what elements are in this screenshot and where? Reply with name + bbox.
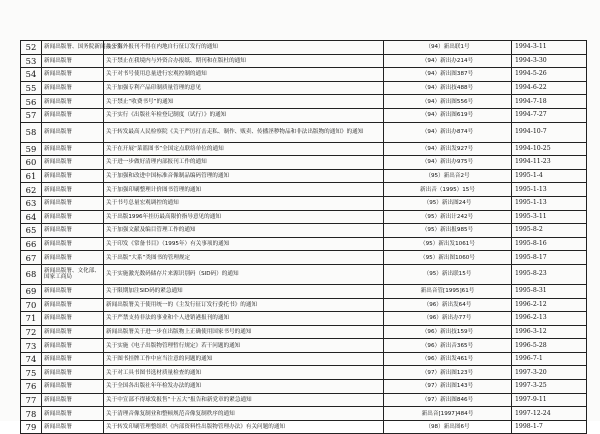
issuing-agency: 新闻出版署	[42, 183, 104, 197]
issue-date: 1994-6-22	[512, 81, 587, 95]
issuing-agency: 新闻出版署	[42, 380, 104, 394]
document-title: 关于进一步做好清理内部报刊工作的通知	[104, 156, 384, 170]
table-row	[21, 169, 587, 183]
document-title: 新闻出版署关于使用统一的《主发行征订发行委托书》的通知	[104, 298, 384, 312]
row-number: 77	[21, 393, 42, 407]
document-number: （95）新出计242号	[384, 210, 512, 224]
issuing-agency: 新闻出版署	[42, 122, 104, 142]
document-number: （96）新出发461号	[384, 352, 512, 366]
document-number: 新出音[1997]484号	[384, 407, 512, 421]
table-row	[21, 407, 587, 421]
table-row	[21, 298, 587, 312]
document-number: （94）新出联1号	[384, 41, 512, 55]
issuing-agency: 新闻出版署	[42, 420, 104, 434]
table-row	[21, 393, 587, 407]
row-number: 65	[21, 224, 42, 238]
table-row	[21, 54, 587, 68]
document-title: 关于海外报刊不得在内地自行征订发行的通知	[104, 41, 384, 55]
row-number: 75	[21, 366, 42, 380]
document-number: 新出音（1995）15号	[384, 183, 512, 197]
table-row	[21, 380, 587, 394]
table-row	[21, 224, 587, 238]
document-title: 关于实行《出版社年检登记制度（试行）》的通知	[104, 108, 384, 122]
document-title: 关于出版1996年挂历最高限价指导意见的通知	[104, 210, 384, 224]
table-row	[21, 81, 587, 95]
document-number: （97）新出图143号	[384, 380, 512, 394]
issue-date: 1995-8-16	[512, 237, 587, 251]
issuing-agency: 新闻出版署	[42, 196, 104, 210]
document-number: （94）新出办214号	[384, 54, 512, 68]
document-title: 关于加强和改进中国标准音像制品编码管理的通知	[104, 169, 384, 183]
document-title: 关于书号总量宏观调控的通知	[104, 196, 384, 210]
issuing-agency: 新闻出版署	[42, 224, 104, 238]
row-number: 55	[21, 81, 42, 95]
issue-date: 1995-8-31	[512, 284, 587, 298]
table-row	[21, 68, 587, 82]
document-title: 关于实施《电子出版物管理暂行规定》若干问题的通知	[104, 339, 384, 353]
document-number: （94）新出办874号	[384, 122, 512, 142]
document-number: （95）新出图1060号	[384, 251, 512, 265]
document-title: 关于在开展“菜篮图书”全国定点联络单位的通知	[104, 142, 384, 156]
document-title: 关于图书挂牌工作中应当注意的问题的通知	[104, 352, 384, 366]
document-number: （95）新出报985号	[384, 224, 512, 238]
document-number: （94）新出图387号	[384, 68, 512, 82]
issuing-agency: 新闻出版署、国务院新闻办公室	[42, 41, 104, 55]
table-row	[21, 95, 587, 109]
table-row	[21, 210, 587, 224]
row-number: 69	[21, 284, 42, 298]
table-row	[21, 122, 587, 142]
document-title: 关于清理音像复制业和整顿规范音像复制秩序的通知	[104, 407, 384, 421]
document-number: （95）新出图24号	[384, 196, 512, 210]
issue-date: 1995-8-17	[512, 251, 587, 265]
row-number: 78	[21, 407, 42, 421]
issuing-agency: 新闻出版署	[42, 251, 104, 265]
issuing-agency: 新闻出版署	[42, 68, 104, 82]
issuing-agency: 新闻出版署	[42, 108, 104, 122]
issue-date: 1994-7-27	[512, 108, 587, 122]
row-number: 67	[21, 251, 42, 265]
table-row	[21, 108, 587, 122]
document-title: 关于转发最高人民检察院《关于严厉打击走私、制作、贩卖、传播淫秽物品和非法出版物的通知》的通知	[104, 122, 384, 142]
document-title: 关于转发印刷管理整组织《内部资料性出版物管理办法》有关问题的通知	[104, 420, 384, 434]
issue-date: 1994-3-11	[512, 41, 587, 55]
row-number: 64	[21, 210, 42, 224]
document-number: （94）新出办975号	[384, 156, 512, 170]
document-number: （95）新出联15号	[384, 264, 512, 284]
issue-date: 1994-11-23	[512, 156, 587, 170]
issue-date: 1994-7-18	[512, 95, 587, 109]
row-number: 72	[21, 325, 42, 339]
row-number: 54	[21, 68, 42, 82]
document-title: 关于严禁支持非法的事业和个人进销港报刊的通知	[104, 312, 384, 326]
issue-date: 1995-1-4	[512, 169, 587, 183]
issue-date: 1995-8-23	[512, 264, 587, 284]
document-number: （96）新出发64号	[384, 298, 512, 312]
issue-date: 1996-2-12	[512, 298, 587, 312]
issue-date: 1995-8-2	[512, 224, 587, 238]
issuing-agency: 新闻出版署	[42, 284, 104, 298]
row-number: 56	[21, 95, 42, 109]
row-number: 58	[21, 122, 42, 142]
document-number: （96）新出办77号	[384, 312, 512, 326]
table-row	[21, 237, 587, 251]
document-title: 关于对工具书图书选材质量检查的通知	[104, 366, 384, 380]
document-number: （96）新出技159号	[384, 325, 512, 339]
issuing-agency: 新闻出版署	[42, 81, 104, 95]
issue-date: 1997-12-24	[512, 407, 587, 421]
issuing-agency: 新闻出版署	[42, 312, 104, 326]
issuing-agency: 新闻出版署	[42, 298, 104, 312]
issuing-agency: 新闻出版署	[42, 169, 104, 183]
row-number: 79	[21, 420, 42, 434]
row-number: 73	[21, 339, 42, 353]
issue-date: 1995-3-11	[512, 210, 587, 224]
issue-date: 1996-3-12	[512, 325, 587, 339]
document-number: （94）新出图556号	[384, 95, 512, 109]
document-title: 关于实施激光数码储存片来源识别码（SID码）的通知	[104, 264, 384, 284]
table-row	[21, 339, 587, 353]
row-number: 76	[21, 380, 42, 394]
table-row	[21, 325, 587, 339]
row-number: 60	[21, 156, 42, 170]
issuing-agency: 新闻出版署	[42, 366, 104, 380]
row-number: 71	[21, 312, 42, 326]
document-title: 关于对书号使用总量进行宏观控制的通知	[104, 68, 384, 82]
issuing-agency: 新闻出版署	[42, 54, 104, 68]
row-number: 62	[21, 183, 42, 197]
document-title: 关于印发《常备书目》（1995年）有关事项的通知	[104, 237, 384, 251]
issue-date: 1998-1-7	[512, 420, 587, 434]
issue-date: 1995-1-13	[512, 183, 587, 197]
document-title: 关于加强文献及编目管理工作的通知	[104, 224, 384, 238]
document-number: （94）新出图619号	[384, 108, 512, 122]
table-row	[21, 366, 587, 380]
table-row	[21, 142, 587, 156]
document-title: 关于加强专利产品印制质量管理的意见	[104, 81, 384, 95]
issue-date: 1996-2-13	[512, 312, 587, 326]
table-row	[21, 312, 587, 326]
row-number: 66	[21, 237, 42, 251]
issuing-agency: 新闻出版署	[42, 95, 104, 109]
document-title: 关于全国各出版社年年检发办法的通知	[104, 380, 384, 394]
table-row	[21, 420, 587, 434]
issue-date: 1996-7-1	[512, 352, 587, 366]
issuing-agency: 新闻出版署	[42, 352, 104, 366]
row-number: 57	[21, 108, 42, 122]
issuing-agency: 新闻出版署	[42, 325, 104, 339]
issuing-agency: 新闻出版署	[42, 210, 104, 224]
issuing-agency: 新闻出版署	[42, 156, 104, 170]
issue-date: 1997-9-11	[512, 393, 587, 407]
table-row	[21, 196, 587, 210]
issue-date: 1996-5-28	[512, 339, 587, 353]
document-number: （95）新出音2号	[384, 169, 512, 183]
row-number: 53	[21, 54, 42, 68]
issuing-agency: 新闻出版署	[42, 407, 104, 421]
document-number: （94）新出技488号	[384, 81, 512, 95]
issue-date: 1994-5-26	[512, 68, 587, 82]
table-row	[21, 251, 587, 265]
issuing-agency: 新闻出版署	[42, 393, 104, 407]
row-number: 70	[21, 298, 42, 312]
issue-date: 1994-10-25	[512, 142, 587, 156]
table-row	[21, 264, 587, 284]
document-title: 关于出版“大系”类图书的管理规定	[104, 251, 384, 265]
document-title: 新闻出版署关于进一步在出版物上正确使用国家书号的通知	[104, 325, 384, 339]
issue-date: 1997-3-25	[512, 380, 587, 394]
table-row	[21, 183, 587, 197]
document-number: （97）新出图123号	[384, 366, 512, 380]
table-row	[21, 284, 587, 298]
document-number: （98）新出图6号	[384, 420, 512, 434]
issuing-agency: 新闻出版署	[42, 237, 104, 251]
row-number: 61	[21, 169, 42, 183]
row-number: 59	[21, 142, 42, 156]
table-row	[21, 41, 587, 55]
row-number: 63	[21, 196, 42, 210]
regulations-table	[20, 40, 587, 434]
document-number: （96）新出音365号	[384, 339, 512, 353]
document-number: （97）新出图846号	[384, 393, 512, 407]
row-number: 74	[21, 352, 42, 366]
document-number: 新出音管[1995]61号	[384, 284, 512, 298]
document-title: 关于加强印刷整理计价图书管理的通知	[104, 183, 384, 197]
issue-date: 1997-3-20	[512, 366, 587, 380]
issuing-agency: 新闻出版署、文化部、国家工商局	[42, 264, 104, 284]
issuing-agency: 新闻出版署	[42, 142, 104, 156]
regulations-table-body	[21, 41, 587, 434]
table-row	[21, 156, 587, 170]
issue-date: 1994-10-7	[512, 122, 587, 142]
document-title: 关于限期加注SID码的紧急通知	[104, 284, 384, 298]
row-number: 68	[21, 264, 42, 284]
document-title: 关于中宣部不得球发报售“十五大”报告和新党章的紧急通知	[104, 393, 384, 407]
table-row	[21, 352, 587, 366]
document-number: （94）新出发927号	[384, 142, 512, 156]
row-number: 52	[21, 41, 42, 55]
document-title: 关于禁止“收费书号”的通知	[104, 95, 384, 109]
document-number: （95）新出发1061号	[384, 237, 512, 251]
document-title: 关于禁止在我境内与外资合办报纸、期刊和在版杜的通知	[104, 54, 384, 68]
issue-date: 1995-1-13	[512, 196, 587, 210]
issuing-agency: 新闻出版署	[42, 339, 104, 353]
issue-date: 1994-3-30	[512, 54, 587, 68]
